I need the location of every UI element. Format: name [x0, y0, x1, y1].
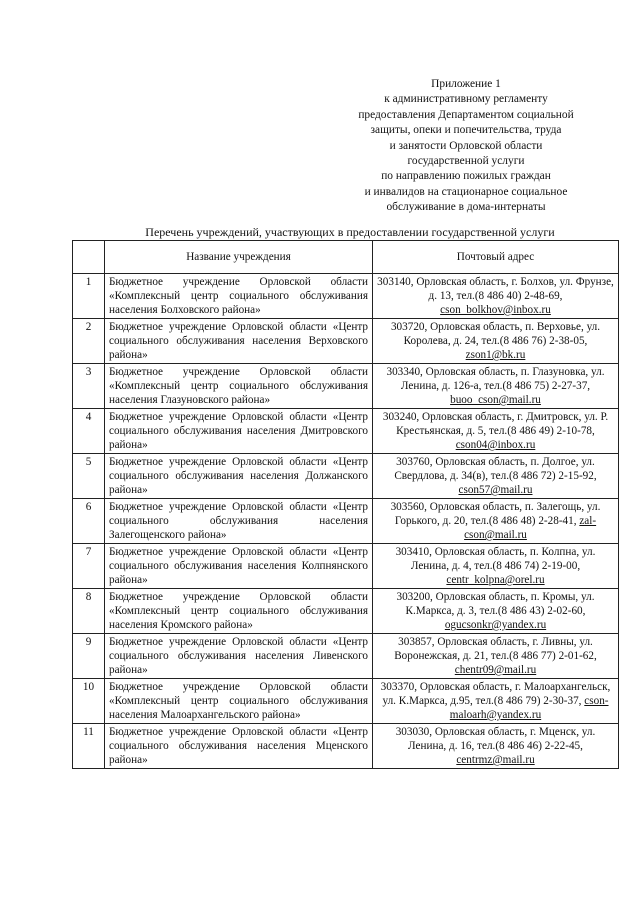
appendix-line: к административному регламенту	[384, 93, 548, 106]
institution-name: Бюджетное учреждение Орловской области «Комплексный центр социального обслуживания населения Кромского района»	[105, 589, 373, 634]
institution-name: Бюджетное учреждение Орловской области «Комплексный центр социального обслуживания населения Малоархангельского района»	[105, 679, 373, 724]
address-text: 303560, Орловская область, п. Залегощь, ул. Горького, д. 20, тел.(8 486 48) 2-28-41,	[390, 501, 601, 527]
appendix-header	[300, 77, 632, 216]
row-number: 7	[73, 544, 105, 589]
institution-name: Бюджетное учреждение Орловской области «Центр социального обслуживания населения Дмитровского района»	[105, 409, 373, 454]
table-header-row	[73, 241, 619, 274]
postal-address	[373, 409, 619, 454]
appendix-line: предоставления Департаментом социальной	[358, 108, 574, 121]
institution-name: Бюджетное учреждение Орловской области «Комплексный центр социального обслуживания населения Болховского района»	[105, 274, 373, 319]
table-row	[73, 274, 619, 319]
table-body	[73, 274, 619, 769]
institution-name: Бюджетное учреждение Орловской области «Комплексный центр социального обслуживания населения Глазуновского района»	[105, 364, 373, 409]
email-link[interactable]: chentr09@mail.ru	[454, 664, 537, 676]
postal-address	[373, 634, 619, 679]
email-link[interactable]: centrmz@mail.ru	[456, 754, 535, 766]
email-link[interactable]: centr_kolpna@orel.ru	[446, 574, 545, 586]
institution-name: Бюджетное учреждение Орловской области «Центр социального обслуживания населения Мценского района»	[105, 724, 373, 769]
postal-address	[373, 274, 619, 319]
postal-address	[373, 499, 619, 544]
table-row	[73, 454, 619, 499]
header-number	[73, 241, 105, 274]
table-caption: Перечень учреждений, участвующих в предоставлении государственной услуги	[145, 225, 555, 239]
address-text: 303240, Орловская область, г. Дмитровск, ул. Р. Крестьянская, д. 5, тел.(8 486 49) 2-10-78,	[382, 411, 609, 437]
appendix-line: защиты, опеки и попечительства, труда	[370, 124, 562, 137]
institution-name: Бюджетное учреждение Орловской области «Центр социального обслуживания населения Колпнянского района»	[105, 544, 373, 589]
row-number: 10	[73, 679, 105, 724]
table-row	[73, 499, 619, 544]
appendix-line: Приложение 1	[431, 78, 501, 90]
email-link[interactable]: ogucsonkr@yandex.ru	[444, 619, 547, 631]
appendix-line: по направлению пожилых граждан	[381, 170, 551, 183]
address-text: 303720, Орловская область, п. Верховье, ул. Королева, д. 24, тел.(8 486 76) 2-38-05,	[390, 321, 601, 347]
appendix-line: и занятости Орловской области	[389, 139, 543, 152]
row-number: 4	[73, 409, 105, 454]
appendix-line: государственной услуги	[407, 155, 525, 168]
address-text: 303030, Орловская область, г. Мценск, ул. Ленина, д. 16, тел.(8 486 46) 2-22-45,	[395, 726, 596, 752]
institution-name: Бюджетное учреждение Орловской области «Центр социального обслуживания населения Должанского района»	[105, 454, 373, 499]
table-row	[73, 634, 619, 679]
row-number: 6	[73, 499, 105, 544]
postal-address	[373, 589, 619, 634]
email-link[interactable]: buoo_cson@mail.ru	[450, 394, 541, 406]
postal-address	[373, 319, 619, 364]
institution-name: Бюджетное учреждение Орловской области «Центр социального обслуживания населения Ливенского района»	[105, 634, 373, 679]
email-link[interactable]: zal-cson@mail.ru	[464, 515, 597, 541]
address-text: 303410, Орловская область, п. Колпна, ул. Ленина, д. 4, тел.(8 486 74) 2-19-00,	[395, 546, 596, 572]
address-text: 303200, Орловская область, п. Кромы, ул. К.Маркса, д. 3, тел.(8 486 43) 2-02-60,	[396, 591, 595, 617]
table-row	[73, 319, 619, 364]
table-row	[73, 409, 619, 454]
postal-address	[373, 364, 619, 409]
email-link[interactable]: cson57@mail.ru	[458, 484, 533, 496]
address-text: 303857, Орловская область, г. Ливны, ул. Воронежская, д. 21, тел.(8 486 77) 2-01-62,	[394, 636, 597, 662]
address-text: 303760, Орловская область, п. Долгое, ул. Свердлова, д. 34(в), тел.(8 486 72) 2-15-92,	[394, 456, 597, 482]
row-number: 5	[73, 454, 105, 499]
institution-name: Бюджетное учреждение Орловской области «Центр социального обслуживания населения Верховского района»	[105, 319, 373, 364]
table-row	[73, 679, 619, 724]
postal-address	[373, 544, 619, 589]
postal-address	[373, 679, 619, 724]
row-number: 3	[73, 364, 105, 409]
header-name: Название учреждения	[105, 241, 373, 274]
email-link[interactable]: cson_bolkhov@inbox.ru	[440, 304, 551, 316]
row-number: 8	[73, 589, 105, 634]
institutions-table	[72, 240, 619, 769]
address-text: 303140, Орловская область, г. Болхов, ул. Фрунзе, д. 13, тел.(8 486 40) 2-48-69,	[377, 276, 614, 302]
appendix-line: и инвалидов на стационарное социальное	[364, 185, 568, 198]
row-number: 2	[73, 319, 105, 364]
row-number: 9	[73, 634, 105, 679]
email-link[interactable]: cson-maloarh@yandex.ru	[449, 695, 609, 721]
email-link[interactable]: cson04@inbox.ru	[455, 439, 536, 451]
address-text: 303370, Орловская область, г. Малоархангельск, ул. К.Маркса, д.95, тел.(8 486 79) 2-30-37,	[380, 681, 611, 707]
table-row	[73, 364, 619, 409]
address-text: 303340, Орловская область, п. Глазуновка, ул. Ленина, д. 126-а, тел.(8 486 75) 2-27-37,	[386, 366, 605, 392]
row-number: 1	[73, 274, 105, 319]
table-row	[73, 589, 619, 634]
row-number: 11	[73, 724, 105, 769]
table-row	[73, 544, 619, 589]
postal-address	[373, 724, 619, 769]
table-row	[73, 724, 619, 769]
postal-address	[373, 454, 619, 499]
institution-name: Бюджетное учреждение Орловской области «Центр социального обслуживания населения Залегощенского района»	[105, 499, 373, 544]
email-link[interactable]: zson1@bk.ru	[465, 349, 526, 361]
header-address: Почтовый адрес	[373, 241, 619, 274]
appendix-line: обслуживание в дома-интернаты	[386, 201, 546, 214]
